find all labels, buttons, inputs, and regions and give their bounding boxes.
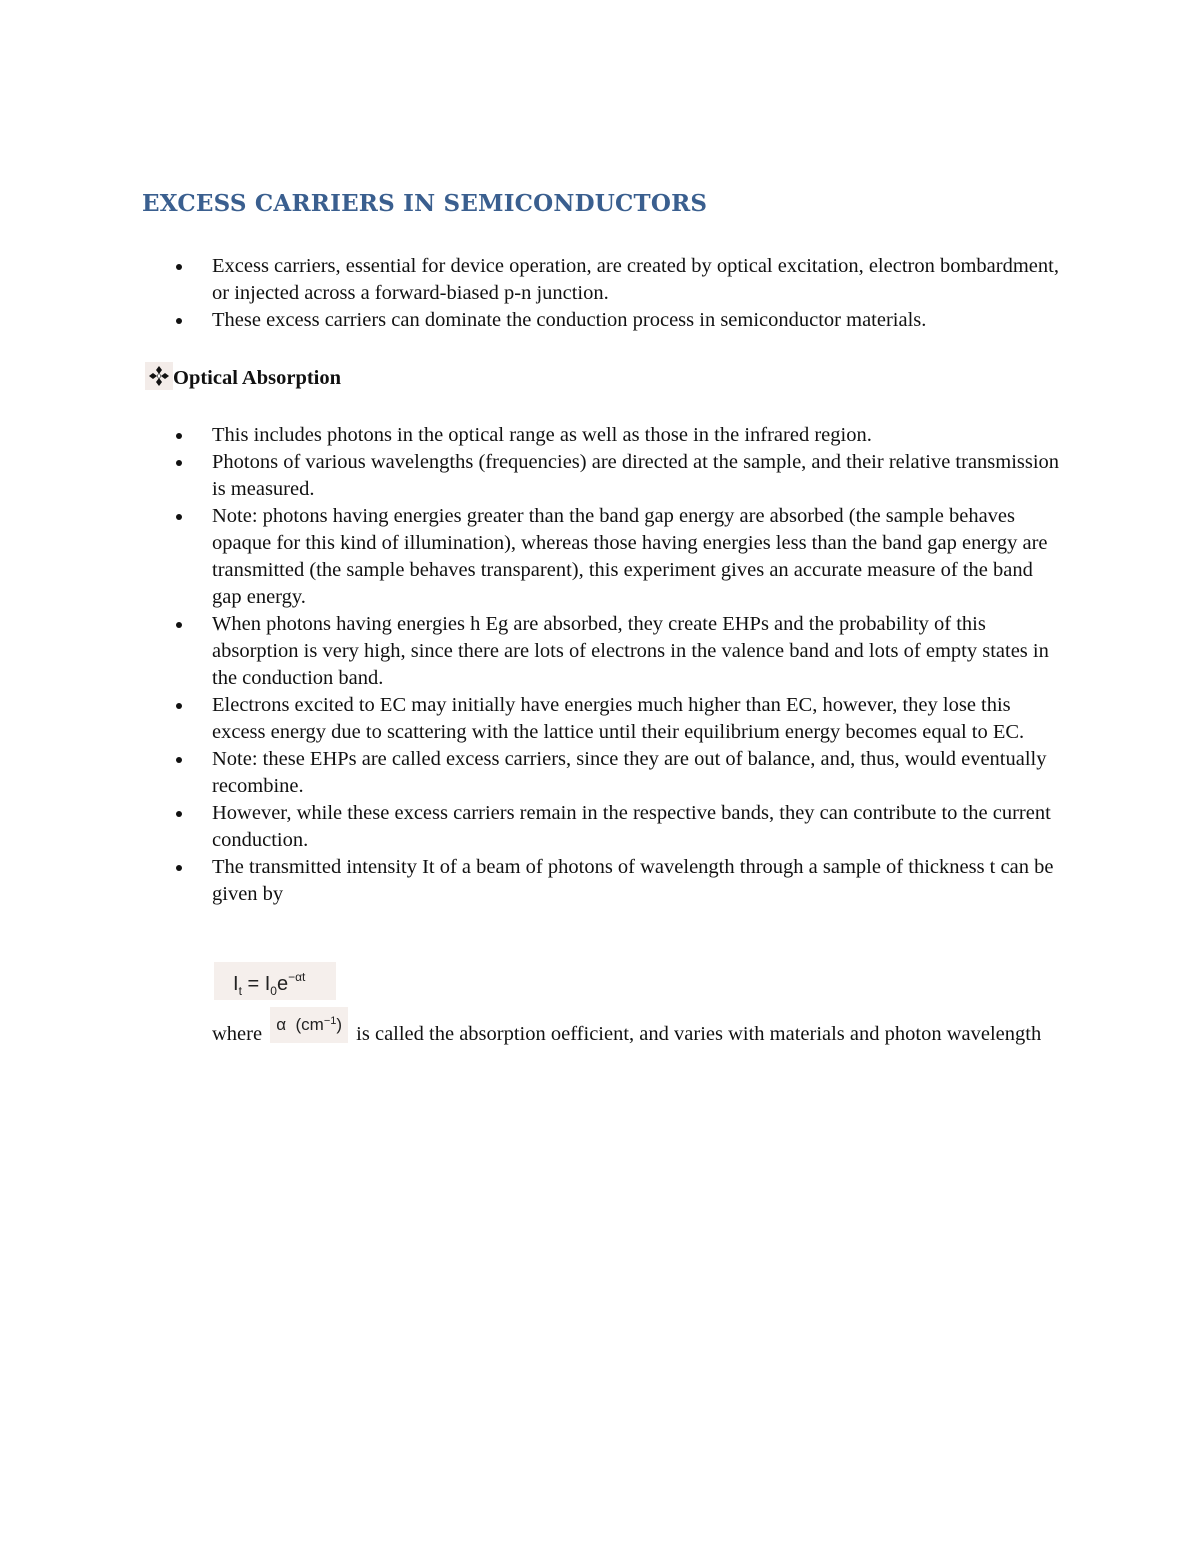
equation-lhs: I [233,973,239,995]
equation-rhs-subscript: 0 [270,984,277,998]
list-item: These excess carriers can dominate the conduction process in semiconductor materials. [0,307,1062,334]
list-item: Note: these EHPs are called excess carriers, since they are out of balance, and, thus, would eventually recombine. [0,746,1062,800]
list-item: The transmitted intensity It of a beam of photons of wavelength through a sample of thickness t can be given by [0,854,1062,908]
optical-absorption-bullet-list [0,422,1200,908]
where-suffix: is called the absorption oefficient, and varies with materials and photon wavelength [356,1023,1042,1045]
where-paragraph [212,1017,1062,1053]
section-heading-text: Optical Absorption [173,367,342,389]
alpha-unit: (cm [295,1015,324,1034]
list-item: Photons of various wavelengths (frequencies) are directed at the sample, and their relative transmission is measured. [0,449,1062,503]
equation-base: e [276,973,289,995]
list-item: Note: photons having energies greater than the band gap energy are absorbed (the sample behaves opaque for this kind of illumination), whereas those having energies less than the band gap energy are transmitted (the sample behaves transparent), this experiment gives an accurate measure of the band gap energy. [0,503,1062,611]
equation-rhs: I [264,973,271,995]
equation-lhs-subscript: t [238,984,242,998]
list-item: Electrons excited to EC may initially have energies much higher than EC, however, they lose this excess energy due to scattering with the lattice until their equilibrium energy becomes equal to EC. [0,692,1062,746]
equation-equals: = [247,973,260,995]
alpha-symbol-box [270,1007,348,1043]
list-item: When photons having energies h Eg are absorbed, they create EHPs and the probability of this absorption is very high, since there are lots of electrons in the valence band and lots of empty states in the conduction band. [0,611,1062,692]
alpha-unit-exponent: −1 [323,1015,337,1027]
list-item: This includes photons in the optical range as well as those in the infrared region. [0,422,1062,449]
intensity-equation [214,962,336,1000]
section-heading [145,362,341,390]
alpha-symbol: α [276,1015,287,1034]
diamond-bullet-icon [145,362,173,390]
alpha-unit-close: ) [336,1015,343,1034]
list-item: However, while these excess carriers remain in the respective bands, they can contribute to the current conduction. [0,800,1062,854]
page-title: EXCESS CARRIERS IN SEMICONDUCTORS [142,190,708,217]
intro-bullet-list [0,253,1200,334]
equation-exponent: −αt [288,970,306,984]
list-item: Excess carriers, essential for device operation, are created by optical excitation, electron bombardment, or injected across a forward-biased p-n junction. [0,253,1062,307]
where-prefix: where [212,1023,263,1045]
